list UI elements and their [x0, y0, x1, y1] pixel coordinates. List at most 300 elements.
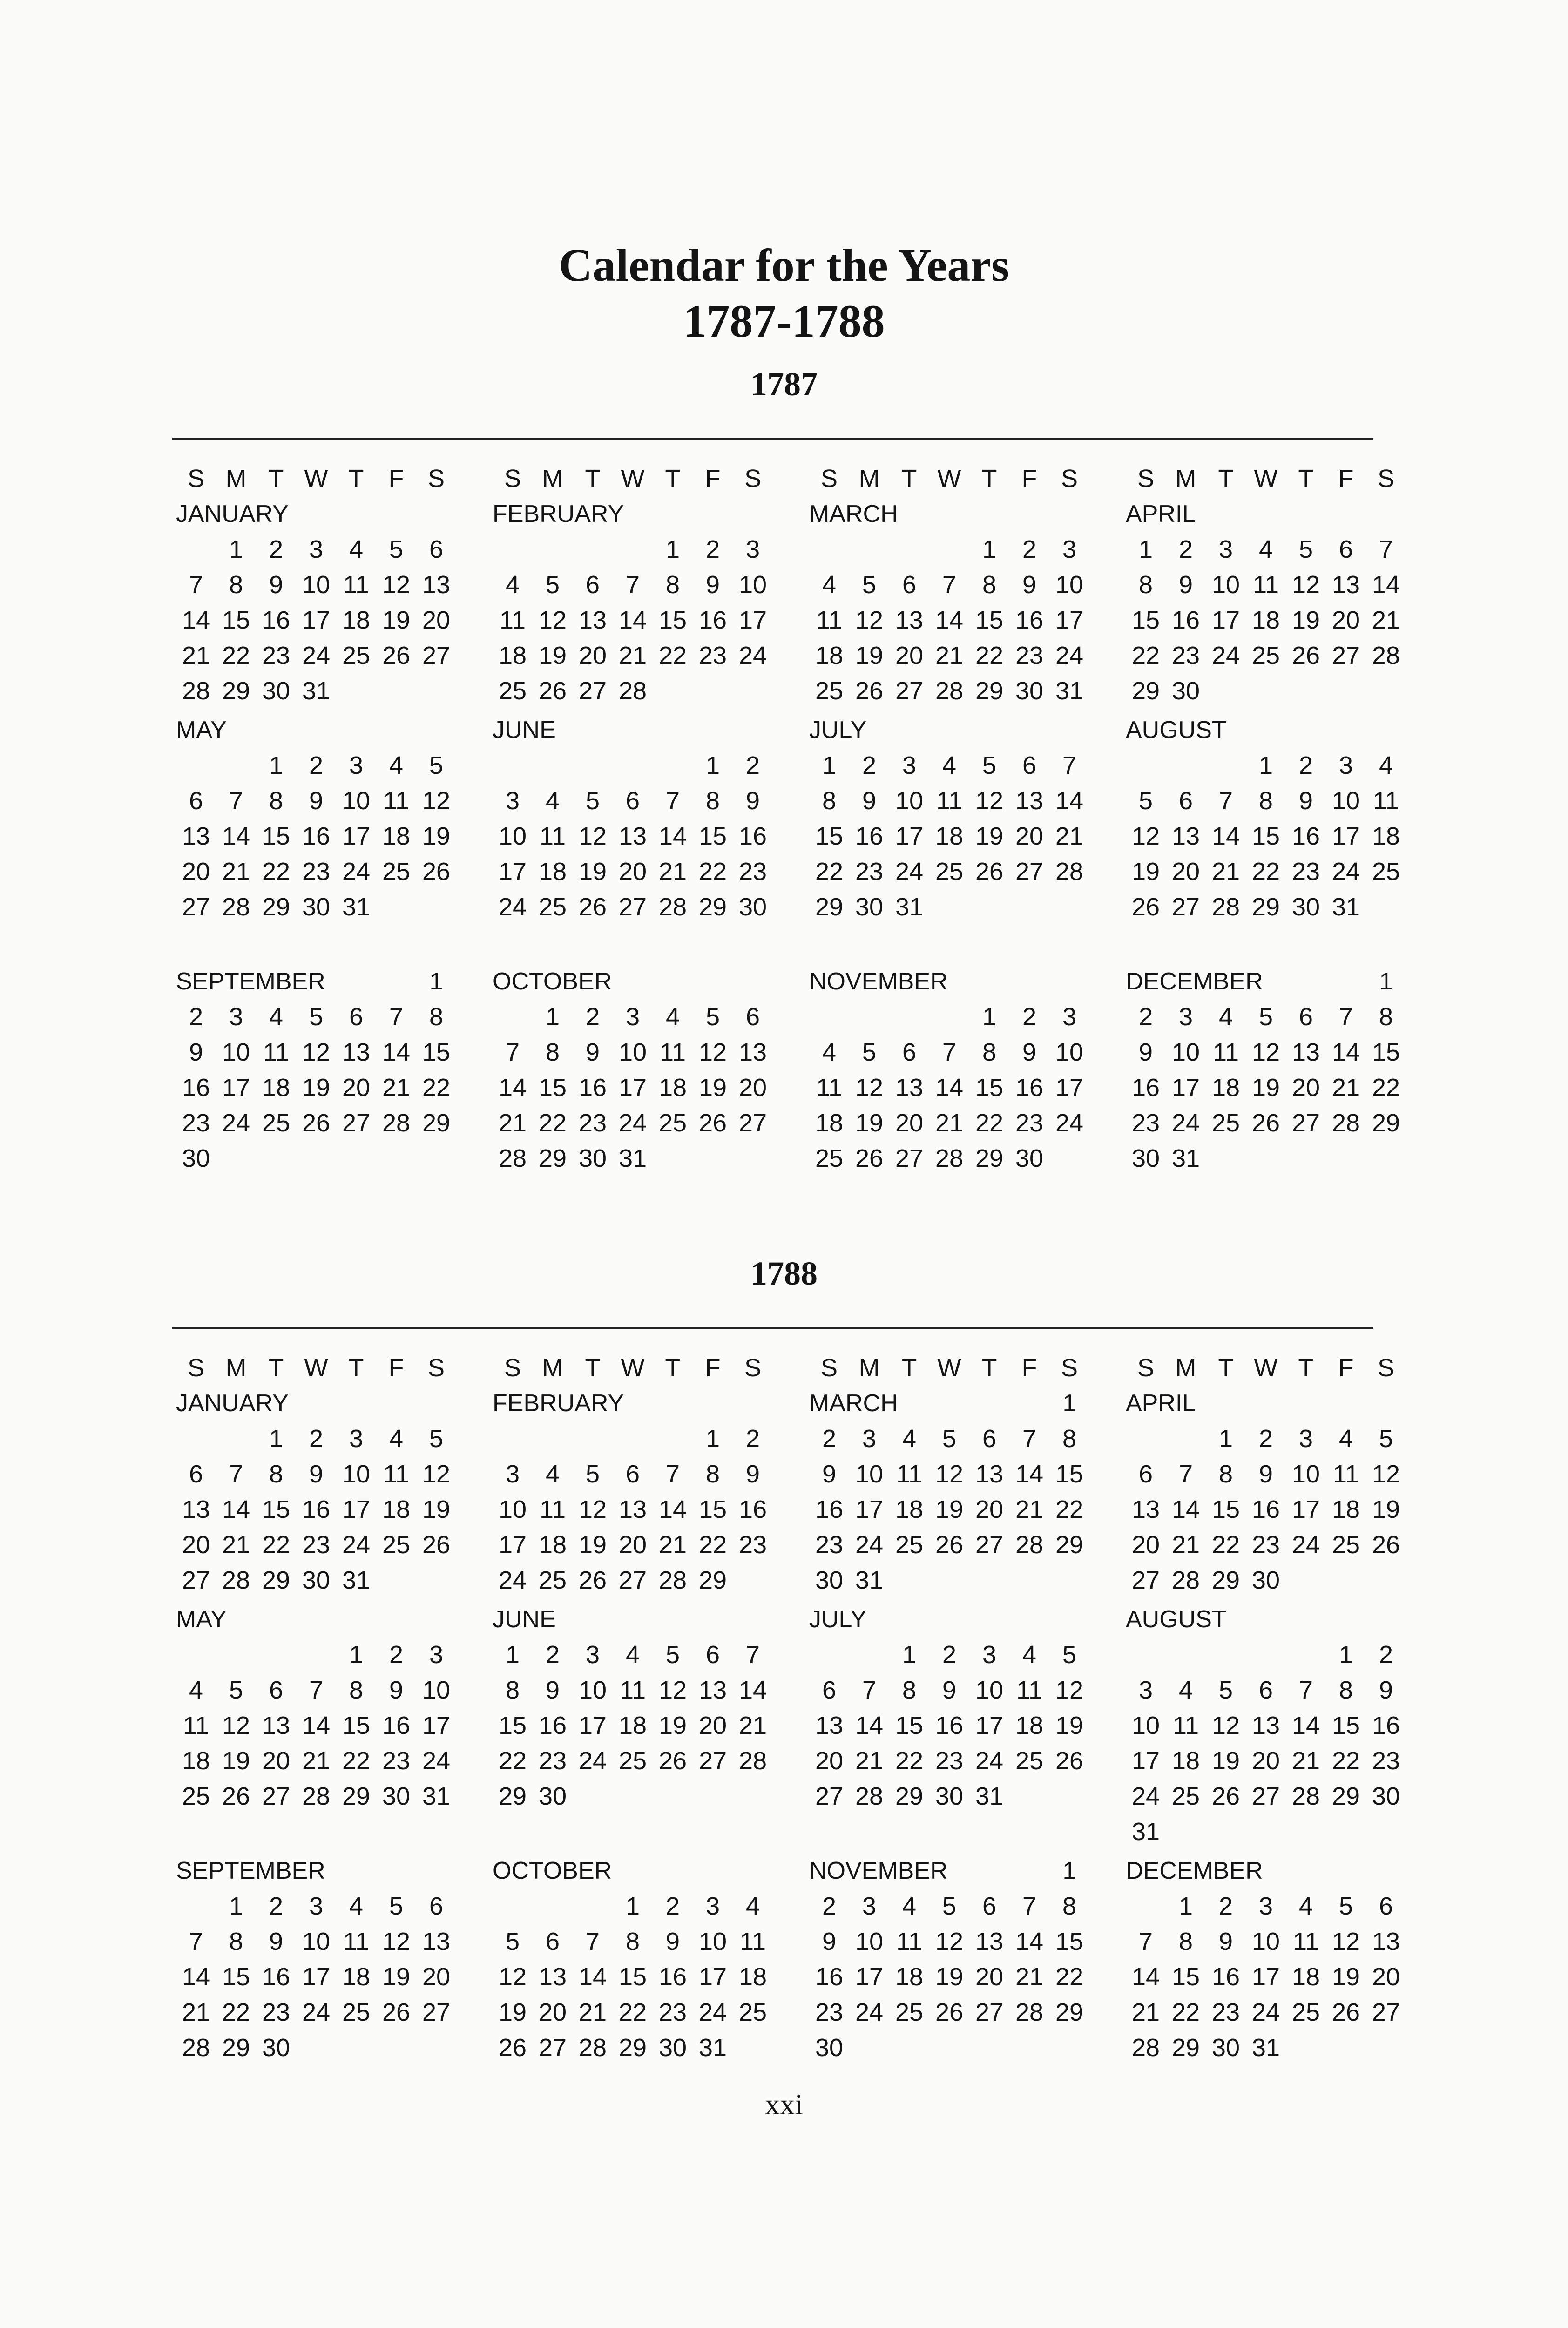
- day-number: 22: [1171, 1998, 1200, 2026]
- day-number: 18: [342, 1963, 371, 1991]
- day-number: 14: [855, 1712, 884, 1739]
- day-number: 9: [309, 1460, 324, 1488]
- day-number: 14: [222, 1496, 250, 1523]
- day-number: 4: [189, 1676, 203, 1704]
- day-number: 25: [182, 1782, 210, 1810]
- day-number: 28: [855, 1782, 884, 1810]
- day-number: 27: [895, 677, 924, 705]
- month-name: DECEMBER 1: [1126, 964, 1414, 999]
- day-number: 6: [1338, 535, 1353, 563]
- empty-day: [1206, 748, 1246, 783]
- day-number: 30: [658, 2034, 687, 2062]
- day-number: 13: [342, 1038, 371, 1066]
- day-number: 14: [618, 606, 647, 634]
- day-number: 27: [1331, 642, 1360, 670]
- page-number: xxi: [765, 2088, 803, 2121]
- empty-day: [493, 999, 533, 1035]
- day-number: 26: [855, 1144, 884, 1172]
- day-number: 9: [705, 571, 720, 599]
- day-number: 7: [1379, 535, 1393, 563]
- day-number: 1: [429, 968, 443, 995]
- day-number: 7: [1218, 787, 1233, 815]
- week-row: [176, 1456, 456, 1492]
- day-number: 15: [262, 822, 291, 850]
- day-number: 10: [1131, 1712, 1160, 1739]
- weekday-header: [176, 461, 456, 496]
- day-number: 23: [815, 1531, 844, 1559]
- day-number: 11: [1212, 1038, 1239, 1066]
- day-number: 16: [1251, 1496, 1280, 1523]
- week-row: [1126, 1563, 1406, 1598]
- day-number: 4: [1298, 1892, 1313, 1920]
- day-number: 31: [422, 1782, 451, 1810]
- day-number: 9: [822, 1928, 837, 1956]
- day-number: 7: [665, 1460, 680, 1488]
- day-number: 22: [698, 1531, 727, 1559]
- month-name: APRIL: [1126, 501, 1196, 528]
- weekday-label: W: [937, 465, 961, 493]
- day-number: 6: [902, 571, 917, 599]
- week-row: [176, 1035, 456, 1070]
- day-number: 2: [822, 1425, 837, 1453]
- day-number: 11: [343, 1928, 370, 1956]
- day-number: 21: [855, 1747, 884, 1775]
- day-number: 9: [665, 1928, 680, 1956]
- day-number: 10: [1171, 1038, 1200, 1066]
- day-number: 17: [895, 822, 924, 850]
- month-block-august-1787: [1126, 712, 1414, 925]
- day-number: 17: [1055, 1074, 1084, 1102]
- day-number: 21: [1015, 1496, 1044, 1523]
- weekday-label: T: [268, 1354, 284, 1382]
- day-number: 1: [625, 1892, 640, 1920]
- week-row: [809, 1492, 1089, 1527]
- day-number: 21: [222, 1531, 250, 1559]
- day-number: 27: [698, 1747, 727, 1775]
- day-number: 18: [1291, 1963, 1320, 1991]
- weekday-label: W: [937, 1354, 961, 1382]
- day-number: 7: [1338, 1003, 1353, 1031]
- day-number: 29: [342, 1782, 371, 1810]
- week-row: [493, 1563, 773, 1598]
- day-number: 1: [1138, 535, 1153, 563]
- day-number: 4: [822, 1038, 837, 1066]
- day-number: 19: [382, 606, 411, 634]
- week-row: [493, 1035, 773, 1070]
- day-number: 16: [1211, 1963, 1240, 1991]
- day-number: 20: [422, 1963, 451, 1991]
- day-number: 12: [578, 1496, 607, 1523]
- day-number: 6: [585, 571, 600, 599]
- week-row: [809, 1924, 1089, 1959]
- week-row: [1126, 1779, 1406, 1814]
- day-number: 30: [1131, 1144, 1160, 1172]
- day-number: 15: [498, 1712, 527, 1739]
- month-block-september-1787: [176, 964, 465, 1176]
- day-number: 25: [342, 642, 371, 670]
- day-number: 30: [1171, 677, 1200, 705]
- week-row: [493, 673, 773, 709]
- day-number: 27: [578, 677, 607, 705]
- day-number: 26: [538, 677, 567, 705]
- day-number: 7: [585, 1928, 600, 1956]
- day-number: 17: [855, 1496, 884, 1523]
- empty-day: [653, 1421, 693, 1456]
- day-number: 20: [1291, 1074, 1320, 1102]
- day-number: 3: [1138, 1676, 1153, 1704]
- day-number: 14: [222, 822, 250, 850]
- week-row: [176, 783, 456, 819]
- week-row: [176, 1563, 456, 1598]
- day-number: 10: [302, 1928, 331, 1956]
- weekday-label: S: [820, 465, 838, 493]
- day-number: 27: [182, 1566, 210, 1594]
- day-number: 4: [1258, 535, 1273, 563]
- week-row: [809, 1141, 1089, 1176]
- day-number: 6: [1298, 1003, 1313, 1031]
- weekday-header: [493, 1350, 773, 1386]
- day-number: 30: [1211, 2034, 1240, 2062]
- empty-day: [493, 1888, 533, 1924]
- day-number: 8: [902, 1676, 917, 1704]
- month-name: MAY: [176, 717, 227, 744]
- day-number: 27: [815, 1782, 844, 1810]
- day-number: 27: [975, 1531, 1004, 1559]
- day-number: 14: [1211, 822, 1240, 850]
- week-row: [176, 1743, 456, 1779]
- day-number: 29: [618, 2034, 647, 2062]
- day-number: 30: [382, 1782, 411, 1810]
- day-number: 12: [1331, 1928, 1360, 1956]
- month-name: JUNE: [493, 1606, 556, 1633]
- week-row: [1126, 1070, 1406, 1105]
- day-number: 11: [1016, 1676, 1043, 1704]
- day-number: 27: [738, 1109, 767, 1137]
- day-number: 16: [1015, 1074, 1044, 1102]
- weekday-label: T: [901, 465, 917, 493]
- week-row: [493, 854, 773, 889]
- day-number: 8: [665, 571, 680, 599]
- day-number: 12: [382, 571, 411, 599]
- day-number: 25: [1211, 1109, 1240, 1137]
- day-number: 14: [658, 822, 687, 850]
- weekday-label: S: [1137, 1354, 1155, 1382]
- day-number: 5: [505, 1928, 520, 1956]
- day-number: 29: [262, 1566, 291, 1594]
- day-number: 25: [815, 1144, 844, 1172]
- day-number: 18: [895, 1496, 924, 1523]
- day-number: 18: [182, 1747, 210, 1775]
- month-name: OCTOBER: [493, 968, 612, 995]
- day-number: 6: [982, 1425, 997, 1453]
- day-number: 8: [1138, 571, 1153, 599]
- week-row: [493, 638, 773, 673]
- month-block-december-1788: [1126, 1853, 1414, 2065]
- empty-day: [849, 1637, 889, 1672]
- day-number: 29: [975, 1144, 1004, 1172]
- weekday-label: T: [1218, 1354, 1234, 1382]
- day-number: 24: [578, 1747, 607, 1775]
- week-row: [809, 673, 1089, 709]
- day-number: 26: [975, 858, 1004, 886]
- day-number: 16: [538, 1712, 567, 1739]
- week-row: [493, 1995, 773, 2030]
- day-number: 21: [1372, 606, 1400, 634]
- day-number: 24: [1055, 642, 1084, 670]
- day-number: 4: [1218, 1003, 1233, 1031]
- day-number: 29: [1131, 677, 1160, 705]
- week-row: [1126, 602, 1406, 638]
- day-number: 10: [422, 1676, 451, 1704]
- day-number: 8: [1178, 1928, 1193, 1956]
- day-number: 17: [738, 606, 767, 634]
- day-number: 30: [1251, 1566, 1280, 1594]
- day-number: 16: [1171, 606, 1200, 634]
- day-number: 19: [1055, 1712, 1084, 1739]
- day-number: 23: [262, 1998, 291, 2026]
- empty-day: [889, 532, 929, 567]
- day-number: 9: [1138, 1038, 1153, 1066]
- day-number: 27: [1372, 1998, 1400, 2026]
- day-number: 9: [1022, 571, 1037, 599]
- day-number: 9: [1298, 787, 1313, 815]
- week-row: [176, 819, 456, 854]
- day-number: 18: [382, 1496, 411, 1523]
- day-number: 14: [182, 606, 210, 634]
- day-number: 7: [942, 571, 957, 599]
- week-row: [493, 1779, 773, 1814]
- day-number: 8: [269, 787, 284, 815]
- day-number: 22: [262, 1531, 291, 1559]
- day-number: 5: [585, 787, 600, 815]
- day-number: 3: [862, 1425, 877, 1453]
- day-number: 22: [618, 1998, 647, 2026]
- day-number: 8: [229, 571, 243, 599]
- week-row: [1126, 1995, 1406, 2030]
- day-number: 24: [302, 1998, 331, 2026]
- day-number: 24: [855, 1531, 884, 1559]
- day-number: 1: [1379, 968, 1393, 995]
- day-number: 22: [658, 642, 687, 670]
- day-number: 20: [182, 1531, 210, 1559]
- day-number: 3: [1298, 1425, 1313, 1453]
- day-number: 14: [578, 1963, 607, 1991]
- weekday-header: [809, 1350, 1089, 1386]
- day-number: 21: [1331, 1074, 1360, 1102]
- month-block-october-1788: [493, 1853, 781, 2065]
- day-number: 9: [822, 1460, 837, 1488]
- day-number: 14: [182, 1963, 210, 1991]
- day-number: 18: [895, 1963, 924, 1991]
- day-number: 6: [625, 1460, 640, 1488]
- day-number: 6: [902, 1038, 917, 1066]
- day-number: 16: [1131, 1074, 1160, 1102]
- day-number: 4: [349, 535, 364, 563]
- day-number: 20: [262, 1747, 291, 1775]
- day-number: 22: [342, 1747, 371, 1775]
- day-number: 23: [658, 1998, 687, 2026]
- weekday-label: T: [981, 465, 997, 493]
- weekday-label: M: [858, 1354, 880, 1382]
- day-number: 18: [382, 822, 411, 850]
- day-number: 23: [935, 1747, 964, 1775]
- month-name: NOVEMBER: [809, 968, 948, 995]
- day-number: 9: [269, 1928, 284, 1956]
- day-number: 1: [982, 1003, 997, 1031]
- day-number: 8: [269, 1460, 284, 1488]
- day-number: 12: [1251, 1038, 1280, 1066]
- day-number: 19: [498, 1998, 527, 2026]
- day-number: 12: [855, 1074, 884, 1102]
- day-number: 25: [382, 858, 411, 886]
- day-number: 19: [1211, 1747, 1240, 1775]
- day-number: 3: [349, 751, 364, 779]
- day-number: 7: [229, 787, 243, 815]
- week-row: [1126, 1105, 1406, 1141]
- week-row: [176, 1105, 456, 1141]
- day-number: 6: [1379, 1892, 1393, 1920]
- day-number: 3: [1062, 535, 1077, 563]
- day-number: 1: [269, 1425, 284, 1453]
- day-number: 7: [1298, 1676, 1313, 1704]
- day-number: 18: [738, 1963, 767, 1991]
- day-number: 15: [975, 606, 1004, 634]
- day-number: 23: [1372, 1747, 1400, 1775]
- month-name: MARCH 1: [809, 1386, 1098, 1421]
- day-number: 2: [1022, 1003, 1037, 1031]
- day-number: 13: [182, 1496, 210, 1523]
- day-number: 5: [545, 571, 560, 599]
- day-number: 21: [1211, 858, 1240, 886]
- week-row: [493, 1888, 773, 1924]
- day-number: 20: [975, 1496, 1004, 1523]
- empty-day: [296, 1637, 336, 1672]
- week-row: [1126, 1421, 1406, 1456]
- week-row: [809, 1708, 1089, 1743]
- week-row: [493, 1141, 773, 1176]
- week-row: [1126, 673, 1406, 709]
- day-number: 16: [302, 822, 331, 850]
- month-block-january-1788: [176, 1350, 465, 1598]
- day-number: 15: [1372, 1038, 1400, 1066]
- day-number: 10: [342, 1460, 371, 1488]
- day-number: 24: [1171, 1109, 1200, 1137]
- day-number: 27: [1171, 893, 1200, 921]
- day-number: 17: [302, 606, 331, 634]
- day-number: 23: [578, 1109, 607, 1137]
- week-row: [809, 1527, 1089, 1563]
- weekday-label: W: [1254, 1354, 1278, 1382]
- day-number: 16: [815, 1963, 844, 1991]
- week-row: [176, 748, 456, 783]
- day-number: 10: [975, 1676, 1004, 1704]
- day-number: 17: [618, 1074, 647, 1102]
- day-number: 25: [538, 893, 567, 921]
- month-name: JANUARY: [176, 1390, 289, 1417]
- day-number: 2: [822, 1892, 837, 1920]
- month-block-august-1788: [1126, 1602, 1414, 1849]
- empty-day: [493, 748, 533, 783]
- empty-day: [216, 748, 256, 783]
- day-number: 27: [422, 642, 451, 670]
- day-number: 18: [935, 822, 964, 850]
- day-number: 23: [302, 1531, 331, 1559]
- day-number: 22: [1055, 1963, 1084, 1991]
- week-row: [809, 748, 1089, 783]
- day-number: 6: [1178, 787, 1193, 815]
- day-number: 22: [1331, 1747, 1360, 1775]
- empty-day: [573, 1888, 613, 1924]
- day-number: 2: [269, 1892, 284, 1920]
- day-number: 2: [745, 751, 760, 779]
- week-row: [176, 889, 456, 925]
- day-number: 31: [698, 2034, 727, 2062]
- day-number: 11: [659, 1038, 686, 1066]
- day-number: 24: [342, 858, 371, 886]
- month-block-may-1787: [176, 712, 465, 925]
- day-number: 23: [815, 1998, 844, 2026]
- day-number: 7: [745, 1641, 760, 1669]
- day-number: 14: [1331, 1038, 1360, 1066]
- month-block-april-1788: [1126, 1350, 1414, 1598]
- week-row: [1126, 748, 1406, 783]
- day-number: 31: [342, 1566, 371, 1594]
- day-number: 30: [935, 1782, 964, 1810]
- day-number: 18: [1331, 1496, 1360, 1523]
- empty-day: [613, 748, 653, 783]
- day-number: 30: [1015, 677, 1044, 705]
- day-number: 1: [349, 1641, 364, 1669]
- day-number: 18: [538, 1531, 567, 1559]
- day-number: 6: [1138, 1460, 1153, 1488]
- day-number: 28: [1291, 1782, 1320, 1810]
- month-block-november-1788: [809, 1853, 1098, 2065]
- week-row: [493, 1672, 773, 1708]
- day-number: 4: [625, 1641, 640, 1669]
- day-number: 19: [538, 642, 567, 670]
- day-number: 31: [855, 1566, 884, 1594]
- day-number: 1: [545, 1003, 560, 1031]
- day-number: 12: [1291, 571, 1320, 599]
- day-number: 17: [342, 822, 371, 850]
- day-number: 11: [499, 606, 526, 634]
- day-number: 4: [1178, 1676, 1193, 1704]
- day-number: 11: [182, 1712, 210, 1739]
- day-number: 20: [895, 642, 924, 670]
- day-number: 6: [822, 1676, 837, 1704]
- day-number: 12: [302, 1038, 331, 1066]
- day-number: 23: [1211, 1998, 1240, 2026]
- day-number: 7: [189, 1928, 203, 1956]
- week-row: [176, 1779, 456, 1814]
- day-number: 13: [578, 606, 607, 634]
- day-number: 20: [1015, 822, 1044, 850]
- day-number: 8: [229, 1928, 243, 1956]
- day-number: 19: [222, 1747, 250, 1775]
- day-number: 27: [182, 893, 210, 921]
- day-number: 1: [1218, 1425, 1233, 1453]
- day-number: 3: [982, 1641, 997, 1669]
- day-number: 2: [189, 1003, 203, 1031]
- day-number: 9: [1022, 1038, 1037, 1066]
- day-number: 30: [738, 893, 767, 921]
- day-number: 1: [1258, 751, 1273, 779]
- day-number: 12: [1211, 1712, 1240, 1739]
- week-row: [1126, 854, 1406, 889]
- day-number: 11: [739, 1928, 766, 1956]
- weekday-label: M: [858, 465, 880, 493]
- day-number: 29: [422, 1109, 451, 1137]
